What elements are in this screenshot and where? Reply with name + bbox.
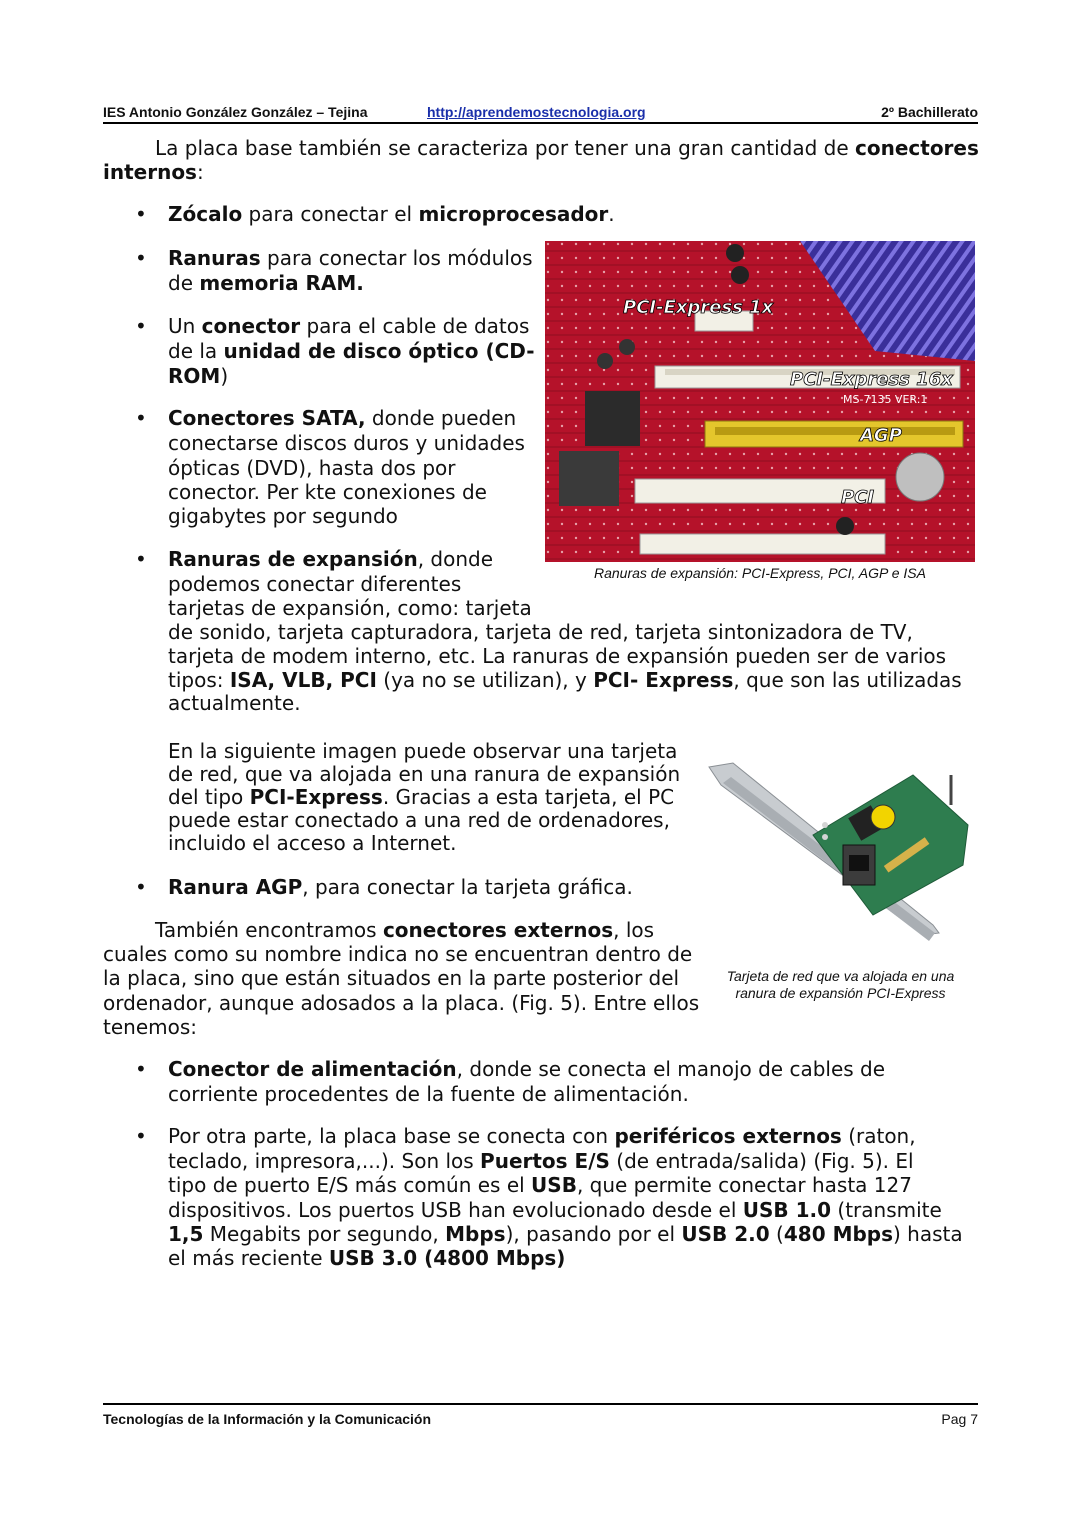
item-cdrom-l1: Un conector para el cable de datos bbox=[168, 314, 530, 338]
item-zocalo: Zócalo para conectar el microprocesador. bbox=[168, 202, 615, 226]
bullet-agp: • bbox=[135, 875, 147, 899]
item-usb-l3: tipo de puerto E/S más común es el USB, que permite conectar hasta 127 bbox=[168, 1173, 912, 1197]
bullet-usb: • bbox=[135, 1124, 147, 1148]
red-l4: puede estar conectado a una red de ordenadores, bbox=[168, 808, 670, 832]
caption-card-l1: Tarjeta de red que va alojada en una bbox=[726, 968, 955, 984]
externos-l2: cuales como su nombre indica no se encuentran dentro de bbox=[103, 942, 693, 966]
item-sata-l3: ópticas (DVD), hasta dos por bbox=[168, 456, 456, 480]
bullet-sata: • bbox=[135, 406, 147, 430]
item-ram-l1: Ranuras para conectar los módulos bbox=[168, 246, 533, 270]
header-link[interactable]: http://aprendemostecnologia.org bbox=[427, 104, 646, 120]
externos-l4: ordenador, aunque adosados a la placa. (Fig. 5). Entre ellos bbox=[103, 991, 700, 1015]
item-usb-l6: el más reciente USB 3.0 (4800 Mbps) bbox=[168, 1246, 566, 1270]
header-course: 2º Bachillerato bbox=[881, 104, 978, 120]
caption-board: Ranuras de expansión: PCI-Express, PCI, AGP e ISA bbox=[593, 565, 926, 581]
bullet-alimentacion: • bbox=[135, 1057, 147, 1081]
network-card-image bbox=[703, 755, 973, 960]
item-sata-l2: conectarse discos duros y unidades bbox=[168, 431, 525, 455]
item-expansion-l2: podemos conectar diferentes bbox=[168, 572, 462, 596]
item-agp: Ranura AGP, para conectar la tarjeta gráfica. bbox=[168, 875, 633, 899]
item-usb-l1: Por otra parte, la placa base se conecta con periféricos externos (raton, bbox=[168, 1124, 916, 1148]
label-pcie-16x: PCI-Express 16x bbox=[790, 369, 953, 390]
motherboard-slots-image bbox=[545, 241, 975, 562]
bullet-cdrom: • bbox=[135, 314, 147, 338]
item-cdrom-l3: ROM) bbox=[168, 364, 229, 388]
item-sata-l5: gigabytes por segundo bbox=[168, 504, 398, 528]
label-pci: PCI bbox=[841, 487, 875, 508]
item-expansion-l6: tipos: ISA, VLB, PCI (ya no se utilizan), y PCI- Express, que son las utilizadas bbox=[168, 668, 962, 692]
red-l5: incluido el acceso a Internet. bbox=[168, 831, 457, 855]
item-usb-l5: 1,5 Megabits por segundo, Mbps), pasando por el USB 2.0 (480 Mbps) hasta bbox=[168, 1222, 963, 1246]
label-silkscreen: MS-7135 VER:1 bbox=[843, 393, 928, 406]
red-l2: de red, que va alojada en una ranura de expansión bbox=[168, 762, 681, 786]
item-ram-l2: de memoria RAM. bbox=[168, 271, 364, 295]
item-usb-l4: dispositivos. Los puertos USB han evolucionado desde el USB 1.0 (transmite bbox=[168, 1198, 942, 1222]
item-usb-l2: teclado, impresora,...). Son los Puertos E/S (de entrada/salida) (Fig. 5). El bbox=[168, 1149, 914, 1173]
caption-card-l2: ranura de expansión PCI-Express bbox=[735, 985, 946, 1001]
item-expansion-l4: de sonido, tarjeta capturadora, tarjeta de red, tarjeta sintonizadora de TV, bbox=[168, 620, 913, 644]
item-sata-l4: conector. Per kte conexiones de bbox=[168, 480, 487, 504]
bullet-expansion: • bbox=[135, 547, 147, 571]
item-alimentacion-l1: Conector de alimentación, donde se conecta el manojo de cables de bbox=[168, 1057, 886, 1081]
item-alimentacion-l2: corriente procedentes de la fuente de alimentación. bbox=[168, 1082, 689, 1106]
item-expansion-l5: tarjeta de modem interno, etc. La ranuras de expansión pueden ser de varios bbox=[168, 644, 947, 668]
page-header bbox=[103, 102, 978, 124]
footer-page-number: Pag 7 bbox=[941, 1411, 978, 1427]
bullet-ram: • bbox=[135, 246, 147, 270]
label-pcie-1x: PCI-Express 1x bbox=[623, 297, 774, 318]
externos-l3: la placa, sino que están situados en la parte posterior del bbox=[103, 966, 680, 990]
externos-l5: tenemos: bbox=[103, 1015, 198, 1039]
item-expansion-l3: tarjetas de expansión, como: tarjeta bbox=[168, 596, 532, 620]
intro-line-2: internos: bbox=[103, 160, 204, 184]
item-expansion-l7: actualmente. bbox=[168, 691, 301, 715]
externos-l1: También encontramos conectores externos, los bbox=[155, 918, 655, 942]
item-cdrom-l2: de la unidad de disco óptico (CD- bbox=[168, 339, 535, 363]
header-school: IES Antonio González González – Tejina bbox=[103, 104, 368, 120]
red-l3: del tipo PCI-Express. Gracias a esta tarjeta, el PC bbox=[168, 785, 675, 809]
label-agp: AGP bbox=[860, 425, 902, 446]
item-sata-l1: Conectores SATA, donde pueden bbox=[168, 406, 517, 430]
page-footer bbox=[103, 1403, 978, 1429]
item-expansion-l1: Ranuras de expansión, donde bbox=[168, 547, 494, 571]
red-l1: En la siguiente imagen puede observar una tarjeta bbox=[168, 739, 678, 763]
footer-subject: Tecnologías de la Información y la Comunicación bbox=[103, 1411, 432, 1427]
bullet-zocalo: • bbox=[135, 202, 147, 226]
intro-line-1: La placa base también se caracteriza por tener una gran cantidad de conectores bbox=[155, 136, 979, 160]
